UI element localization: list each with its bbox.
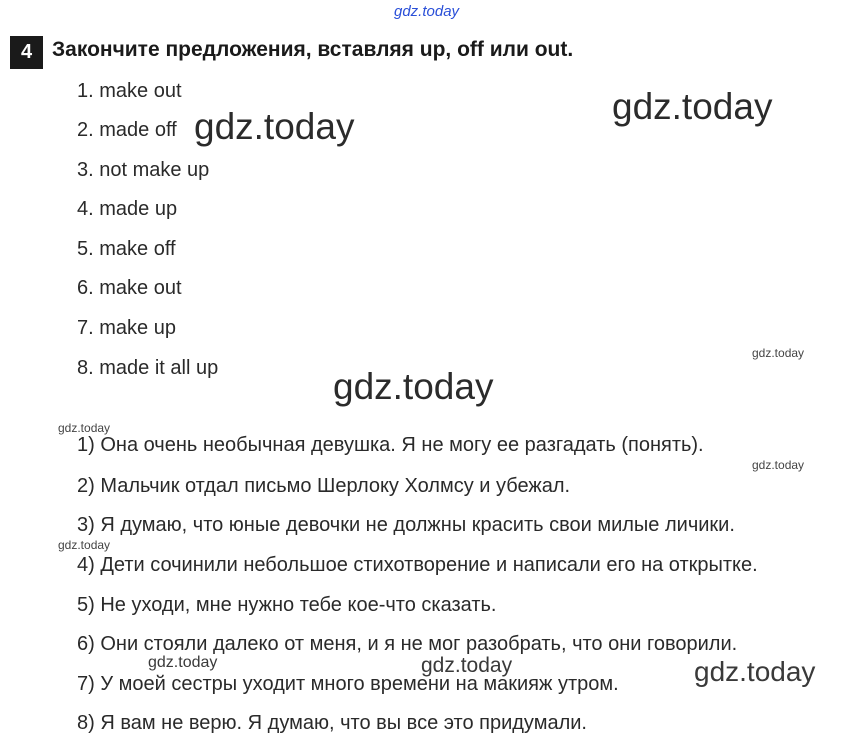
watermark-large-center: gdz.today: [333, 366, 494, 407]
answer-item-8: 8. made it all up: [77, 357, 219, 379]
watermark-large-left: gdz.today: [194, 106, 355, 147]
translation-item-1: 1) Она очень необычная девушка. Я не могу ее разгадать (понять).: [77, 434, 704, 456]
watermark-medium-right: gdz.today: [694, 656, 816, 687]
translation-item-6: 6) Они стояли далеко от меня, и я не мог разобрать, что они говорили.: [77, 633, 738, 655]
answer-item-3: 3. not make up: [77, 159, 210, 181]
watermark-medium-center: gdz.today: [421, 654, 513, 677]
answer-item-1: 1. make out: [77, 80, 182, 102]
answer-item-7: 7. make up: [77, 317, 176, 339]
watermark-large-right: gdz.today: [612, 86, 773, 127]
watermark-small-left-1: gdz.today: [58, 421, 111, 435]
translation-item-7: 7) У моей сестры уходит много времени на макияж утром.: [77, 673, 619, 695]
watermark-top: gdz.today: [394, 3, 460, 20]
watermark-medium-left: gdz.today: [148, 654, 218, 671]
answer-item-4: 4. made up: [77, 198, 178, 220]
answer-item-6: 6. make out: [77, 277, 182, 299]
answer-item-5: 5. make off: [77, 238, 176, 260]
translation-item-5: 5) Не уходи, мне нужно тебе кое-что сказать.: [77, 594, 497, 616]
watermark-small-right-2: gdz.today: [752, 458, 805, 472]
translation-item-3: 3) Я думаю, что юные девочки не должны красить свои милые личики.: [77, 514, 735, 536]
translation-item-4: 4) Дети сочинили небольшое стихотворение и написали его на открытке.: [77, 554, 758, 576]
translation-item-2: 2) Мальчик отдал письмо Шерлоку Холмсу и убежал.: [77, 475, 571, 497]
exercise-number-badge: 4: [10, 36, 43, 69]
watermark-small-right-1: gdz.today: [752, 346, 805, 360]
answer-item-2: 2. made off: [77, 119, 177, 141]
exercise-instruction: Закончите предложения, вставляя up, off или out.: [52, 38, 574, 61]
watermark-small-left-2: gdz.today: [58, 538, 111, 552]
translation-item-8: 8) Я вам не верю. Я думаю, что вы все это придумали.: [77, 712, 587, 734]
